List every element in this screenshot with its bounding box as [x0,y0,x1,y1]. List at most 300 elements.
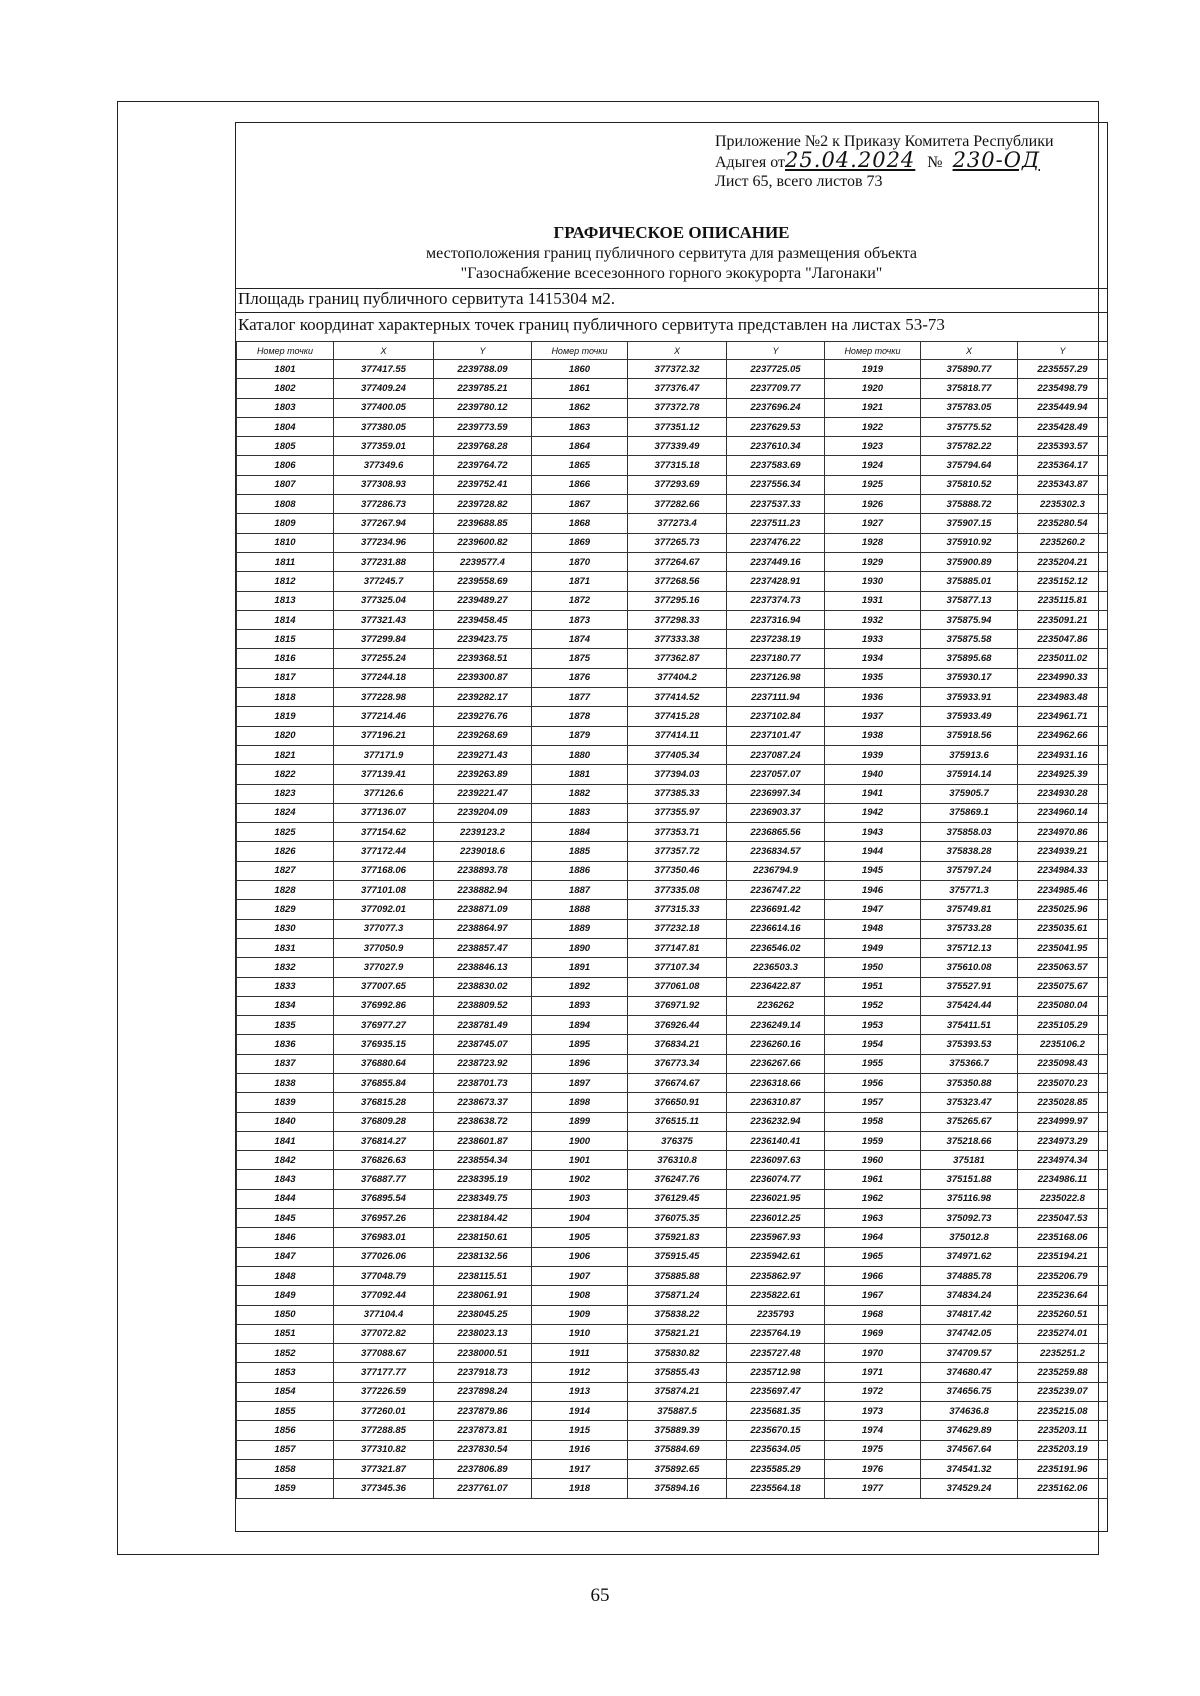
table-cell: 376926.44 [628,1016,727,1035]
table-cell: 377321.87 [334,1459,434,1478]
table-cell: 376773.34 [628,1054,727,1073]
table-cell: 1976 [825,1459,921,1478]
table-cell: 2239221.47 [434,784,532,803]
table-cell: 2238673.37 [434,1093,532,1112]
table-row [237,958,1108,977]
table-cell: 377088.67 [334,1344,434,1363]
table-cell: 375894.16 [628,1479,727,1498]
table-row [237,938,1108,957]
table-cell: 2238023.13 [434,1324,532,1343]
table-cell: 1862 [532,398,628,417]
table-cell: 377136.07 [334,803,434,822]
table-cell: 1831 [237,938,334,957]
table-cell: 2235152.12 [1018,572,1108,591]
column-header: Номер точки [825,342,921,360]
table-cell: 377362.87 [628,649,727,668]
table-cell: 1931 [825,591,921,610]
table-cell: 1852 [237,1344,334,1363]
table-header-row [237,342,1108,360]
table-cell: 375838.28 [921,842,1018,861]
table-cell: 2235727.48 [727,1344,825,1363]
table-cell: 2237428.91 [727,572,825,591]
table-cell: 375393.53 [921,1035,1018,1054]
table-cell: 1903 [532,1189,628,1208]
table-cell: 2236997.34 [727,784,825,803]
table-cell: 1907 [532,1266,628,1285]
table-cell: 377295.16 [628,591,727,610]
table-cell: 1951 [825,977,921,996]
table-cell: 375424.44 [921,996,1018,1015]
table-cell: 1817 [237,668,334,687]
table-row [237,360,1108,379]
table-cell: 1930 [825,572,921,591]
table-cell: 377196.21 [334,726,434,745]
table-cell: 376515.11 [628,1112,727,1131]
table-cell: 377404.2 [628,668,727,687]
table-cell: 2235070.23 [1018,1073,1108,1092]
table-cell: 2235670.15 [727,1421,825,1440]
table-cell: 375890.77 [921,360,1018,379]
table-cell: 2239368.51 [434,649,532,668]
table-cell: 376650.91 [628,1093,727,1112]
handwritten-order-number: 230-ОД [952,148,1041,172]
table-cell: 2235011.02 [1018,649,1108,668]
table-cell: 2235215.08 [1018,1402,1108,1421]
table-row [237,1286,1108,1305]
table-cell: 376935.15 [334,1035,434,1054]
table-cell: 375181 [921,1151,1018,1170]
table-cell: 2236232.94 [727,1112,825,1131]
table-cell: 1844 [237,1189,334,1208]
table-row [237,649,1108,668]
table-cell: 1953 [825,1016,921,1035]
table-cell: 2237102.84 [727,707,825,726]
table-cell: 1838 [237,1073,334,1092]
table-cell: 2237087.24 [727,745,825,764]
table-cell: 375265.67 [921,1112,1018,1131]
table-cell: 1895 [532,1035,628,1054]
table-cell: 377417.55 [334,360,434,379]
coordinate-catalog-row: Каталог координат характерных точек границ публичного сервитута представлен на листах 53-73 [236,312,1107,340]
table-cell: 2239282.17 [434,688,532,707]
table-cell: 377232.18 [628,919,727,938]
table-cell: 2239688.85 [434,514,532,533]
table-cell: 2239768.28 [434,437,532,456]
table-row [237,823,1108,842]
table-cell: 1825 [237,823,334,842]
table-cell: 1971 [825,1363,921,1382]
table-cell: 2235585.29 [727,1459,825,1478]
column-header: X [334,342,434,360]
table-cell: 377260.01 [334,1402,434,1421]
table-cell: 2235063.57 [1018,958,1108,977]
table-cell: 2236097.63 [727,1151,825,1170]
table-cell: 377372.32 [628,360,727,379]
table-cell: 2237556.34 [727,475,825,494]
table-cell: 2235206.79 [1018,1266,1108,1285]
table-cell: 1821 [237,745,334,764]
table-cell: 2234925.39 [1018,765,1108,784]
table-cell: 377265.73 [628,533,727,552]
table-cell: 2237696.24 [727,398,825,417]
table-cell: 1804 [237,417,334,436]
table-cell: 377308.93 [334,475,434,494]
table-cell: 2234973.29 [1018,1131,1108,1150]
table-cell: 377380.05 [334,417,434,436]
table-cell: 1882 [532,784,628,803]
table-row [237,398,1108,417]
table-cell: 2237761.07 [434,1479,532,1498]
table-cell: 376815.28 [334,1093,434,1112]
table-cell: 2239268.69 [434,726,532,745]
table-cell: 2239263.89 [434,765,532,784]
column-header: Y [1018,342,1108,360]
table-cell: 1889 [532,919,628,938]
table-cell: 2235115.81 [1018,591,1108,610]
table-cell: 377298.33 [628,610,727,629]
table-cell: 1824 [237,803,334,822]
table-cell: 375913.6 [921,745,1018,764]
table-cell: 375858.03 [921,823,1018,842]
table-cell: 377172.44 [334,842,434,861]
table-cell: 2236691.42 [727,900,825,919]
table-cell: 1898 [532,1093,628,1112]
table-cell: 375933.91 [921,688,1018,707]
table-cell: 1956 [825,1073,921,1092]
table-cell: 375914.14 [921,765,1018,784]
table-cell: 2235239.07 [1018,1382,1108,1401]
table-cell: 1974 [825,1421,921,1440]
table-cell: 1857 [237,1440,334,1459]
table-cell: 2235274.01 [1018,1324,1108,1343]
table-cell: 375116.98 [921,1189,1018,1208]
table-cell: 2235557.29 [1018,360,1108,379]
table-cell: 2237111.94 [727,688,825,707]
table-cell: 2235967.93 [727,1228,825,1247]
table-cell: 1943 [825,823,921,842]
table-cell: 1860 [532,360,628,379]
table-cell: 377231.88 [334,552,434,571]
table-cell: 1826 [237,842,334,861]
table-cell: 2235393.57 [1018,437,1108,456]
table-row [237,1073,1108,1092]
table-cell: 1964 [825,1228,921,1247]
table-cell: 377357.72 [628,842,727,861]
table-cell: 1973 [825,1402,921,1421]
table-cell: 375092.73 [921,1209,1018,1228]
table-cell: 2239123.2 [434,823,532,842]
table-cell: 377171.9 [334,745,434,764]
table-cell: 2235047.53 [1018,1209,1108,1228]
table-cell: 1929 [825,552,921,571]
table-cell: 377104.4 [334,1305,434,1324]
table-cell: 1897 [532,1073,628,1092]
table-cell: 375900.89 [921,552,1018,571]
table-cell: 2236865.56 [727,823,825,842]
table-row [237,1093,1108,1112]
table-cell: 377286.73 [334,495,434,514]
table-cell: 1914 [532,1402,628,1421]
table-row [237,456,1108,475]
table-cell: 376674.67 [628,1073,727,1092]
table-cell: 1949 [825,938,921,957]
table-cell: 375874.21 [628,1382,727,1401]
table-cell: 1936 [825,688,921,707]
table-cell: 377092.44 [334,1286,434,1305]
table-cell: 375838.22 [628,1305,727,1324]
table-cell: 377315.18 [628,456,727,475]
easement-area-row: Площадь границ публичного сервитута 1415304 м2. [236,288,1107,310]
table-cell: 1875 [532,649,628,668]
table-cell: 375871.24 [628,1286,727,1305]
table-row [237,1421,1108,1440]
table-cell: 1896 [532,1054,628,1073]
table-cell: 1913 [532,1382,628,1401]
table-cell: 377072.82 [334,1324,434,1343]
table-cell: 2239271.43 [434,745,532,764]
table-cell: 377385.33 [628,784,727,803]
table-cell: 374680.47 [921,1363,1018,1382]
table-cell: 2236794.9 [727,861,825,880]
table-cell: 1823 [237,784,334,803]
table-row [237,1016,1108,1035]
table-cell: 1899 [532,1112,628,1131]
table-cell: 377376.47 [628,379,727,398]
table-cell: 377345.36 [334,1479,434,1498]
appendix-header [715,132,1105,191]
table-cell: 375930.17 [921,668,1018,687]
table-cell: 1968 [825,1305,921,1324]
column-header: X [921,342,1018,360]
table-cell: 1901 [532,1151,628,1170]
table-cell: 1829 [237,900,334,919]
table-cell: 1878 [532,707,628,726]
table-cell: 375411.51 [921,1016,1018,1035]
table-cell: 1845 [237,1209,334,1228]
table-cell: 1812 [237,572,334,591]
table-cell: 377400.05 [334,398,434,417]
table-cell: 375218.66 [921,1131,1018,1150]
table-cell: 1880 [532,745,628,764]
table-row [237,1054,1108,1073]
table-row [237,1402,1108,1421]
table-cell: 375527.91 [921,977,1018,996]
table-cell: 375875.94 [921,610,1018,629]
table-cell: 2239489.27 [434,591,532,610]
table-cell: 1950 [825,958,921,977]
table-row [237,572,1108,591]
table-cell: 2238061.91 [434,1286,532,1305]
table-cell: 2238701.73 [434,1073,532,1092]
handwritten-date: 25.04.2024 [785,148,916,172]
table-cell: 1803 [237,398,334,417]
table-cell: 375366.7 [921,1054,1018,1073]
table-cell: 2238781.49 [434,1016,532,1035]
table-cell: 375888.72 [921,495,1018,514]
table-cell: 2236747.22 [727,881,825,900]
table-cell: 377355.97 [628,803,727,822]
table-cell: 377268.56 [628,572,727,591]
table-cell: 1918 [532,1479,628,1498]
table-cell: 1822 [237,765,334,784]
table-cell: 2235343.87 [1018,475,1108,494]
table-row [237,1112,1108,1131]
table-cell: 2236318.66 [727,1073,825,1092]
table-cell: 1819 [237,707,334,726]
table-cell: 2238045.25 [434,1305,532,1324]
table-cell: 1894 [532,1016,628,1035]
table-cell: 375797.24 [921,861,1018,880]
table-cell: 2235080.04 [1018,996,1108,1015]
table-cell: 1939 [825,745,921,764]
table-cell: 1871 [532,572,628,591]
table-cell: 1873 [532,610,628,629]
table-cell: 2235191.96 [1018,1459,1108,1478]
table-cell: 1904 [532,1209,628,1228]
table-cell: 377353.71 [628,823,727,842]
table-cell: 2237629.53 [727,417,825,436]
table-cell: 1916 [532,1440,628,1459]
table-cell: 2239773.59 [434,417,532,436]
table-cell: 377077.3 [334,919,434,938]
table-cell: 1820 [237,726,334,745]
table-cell: 1944 [825,842,921,861]
table-cell: 377293.69 [628,475,727,494]
table-cell: 1886 [532,861,628,880]
table-cell: 1887 [532,881,628,900]
table-cell: 2239788.09 [434,360,532,379]
table-cell: 1906 [532,1247,628,1266]
table-cell: 377333.38 [628,630,727,649]
table-cell: 2235259.88 [1018,1363,1108,1382]
table-cell: 377372.78 [628,398,727,417]
table-cell: 2235168.06 [1018,1228,1108,1247]
table-cell: 377107.34 [628,958,727,977]
table-cell: 2239577.4 [434,552,532,571]
table-cell: 1881 [532,765,628,784]
table-cell: 376971.92 [628,996,727,1015]
table-cell: 377050.9 [334,938,434,957]
table-cell: 2234990.33 [1018,668,1108,687]
table-cell: 2234930.28 [1018,784,1108,803]
table-row [237,668,1108,687]
table-cell: 377234.96 [334,533,434,552]
table-cell: 377061.08 [628,977,727,996]
table-row [237,919,1108,938]
table-cell: 377359.01 [334,437,434,456]
table-cell: 377214.46 [334,707,434,726]
table-cell: 2236262 [727,996,825,1015]
table-cell: 1868 [532,514,628,533]
table-cell: 374567.64 [921,1440,1018,1459]
table-cell: 1806 [237,456,334,475]
table-cell: 1912 [532,1363,628,1382]
table-cell: 377168.06 [334,861,434,880]
table-cell: 1892 [532,977,628,996]
table-cell: 1854 [237,1382,334,1401]
table-cell: 376855.84 [334,1073,434,1092]
table-cell: 2238000.51 [434,1344,532,1363]
table-cell: 375783.05 [921,398,1018,417]
table-cell: 1801 [237,360,334,379]
table-cell: 2235162.06 [1018,1479,1108,1498]
table-cell: 2234970.86 [1018,823,1108,842]
table-cell: 1859 [237,1479,334,1498]
table-cell: 377299.84 [334,630,434,649]
table-cell: 2236267.66 [727,1054,825,1073]
table-cell: 377321.43 [334,610,434,629]
table-cell: 375915.45 [628,1247,727,1266]
table-cell: 1883 [532,803,628,822]
table-row [237,379,1108,398]
table-cell: 2235022.8 [1018,1189,1108,1208]
table-row [237,977,1108,996]
table-cell: 377310.82 [334,1440,434,1459]
table-cell: 2237101.47 [727,726,825,745]
table-cell: 1858 [237,1459,334,1478]
table-cell: 377405.34 [628,745,727,764]
table-cell: 374629.89 [921,1421,1018,1440]
table-cell: 1960 [825,1151,921,1170]
table-cell: 376375 [628,1131,727,1150]
table-cell: 2236260.16 [727,1035,825,1054]
table-cell: 377226.59 [334,1382,434,1401]
table-row [237,1170,1108,1189]
table-cell: 377315.33 [628,900,727,919]
table-cell: 2235764.19 [727,1324,825,1343]
table-cell: 1924 [825,456,921,475]
table-cell: 1970 [825,1344,921,1363]
table-cell: 2237806.89 [434,1459,532,1478]
table-cell: 1851 [237,1324,334,1343]
table-row [237,610,1108,629]
table-cell: 1884 [532,823,628,842]
table-cell: 375323.47 [921,1093,1018,1112]
table-cell: 376247.76 [628,1170,727,1189]
table-cell: 1954 [825,1035,921,1054]
table-row [237,1305,1108,1324]
table-cell: 376826.63 [334,1151,434,1170]
table-cell: 2235041.95 [1018,938,1108,957]
table-cell: 1841 [237,1131,334,1150]
table-cell: 377228.98 [334,688,434,707]
table-cell: 2238395.19 [434,1170,532,1189]
document-subtitle-line1: местоположения границ публичного сервитута для размещения объекта [425,245,917,262]
column-header: Номер точки [532,342,628,360]
table-cell: 2235712.98 [727,1363,825,1382]
column-header: Y [727,342,825,360]
table-cell: 2237238.19 [727,630,825,649]
table-cell: 1849 [237,1286,334,1305]
table-cell: 2239764.72 [434,456,532,475]
table-cell: 1853 [237,1363,334,1382]
table-cell: 374709.57 [921,1344,1018,1363]
table-row [237,1324,1108,1343]
table-cell: 2238184.42 [434,1209,532,1228]
table-cell: 2236834.57 [727,842,825,861]
table-cell: 1940 [825,765,921,784]
table-cell: 377154.62 [334,823,434,842]
table-cell: 2235098.43 [1018,1054,1108,1073]
coordinates-table [236,341,1108,1499]
table-cell: 377244.18 [334,668,434,687]
table-cell: 1846 [237,1228,334,1247]
table-cell: 1948 [825,919,921,938]
table-cell: 375884.69 [628,1440,727,1459]
table-cell: 377177.77 [334,1363,434,1382]
table-cell: 2237873.81 [434,1421,532,1440]
table-cell: 377026.06 [334,1247,434,1266]
